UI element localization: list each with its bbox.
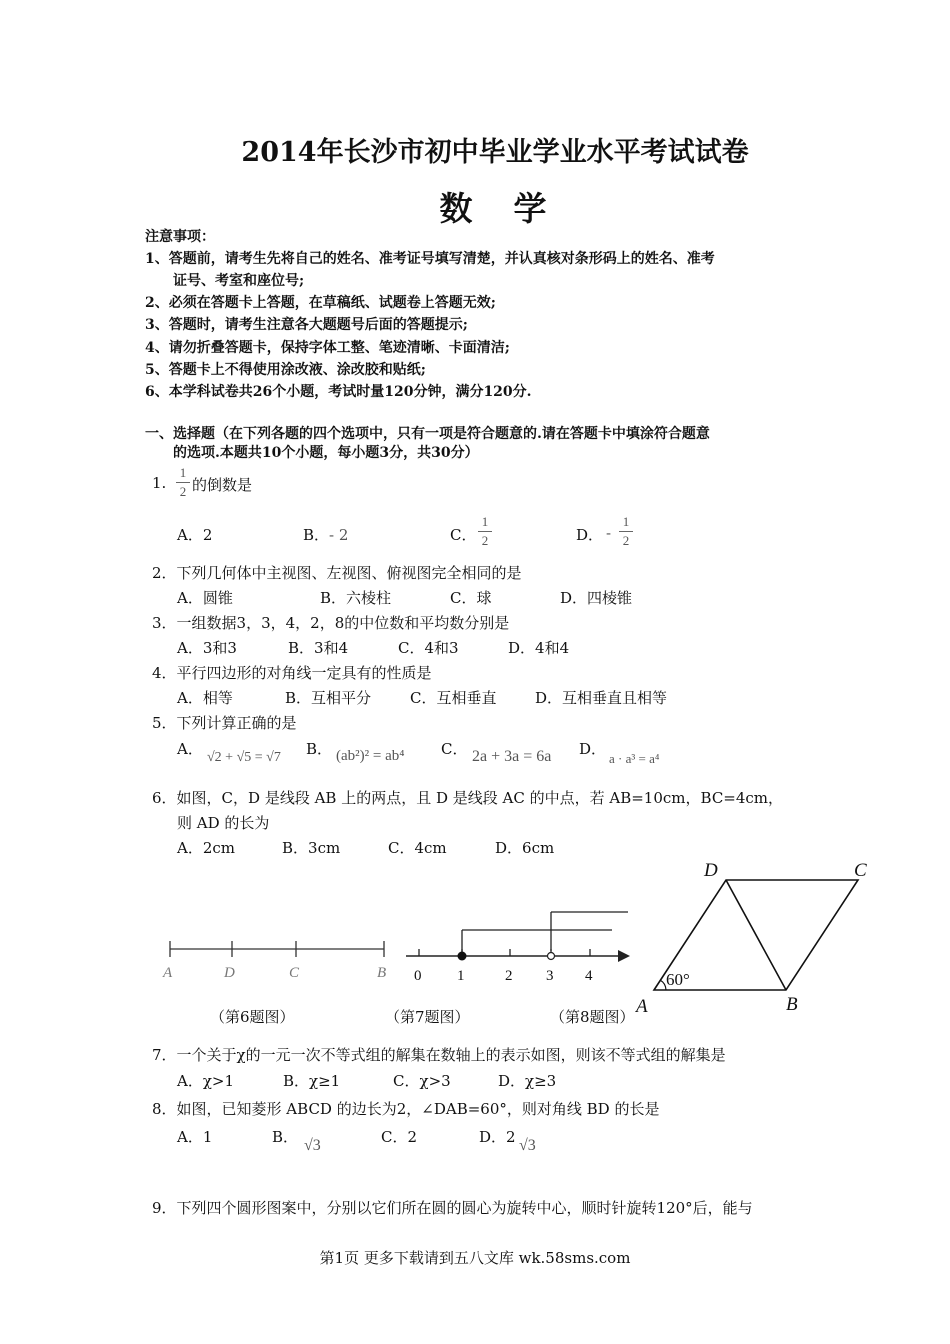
hollow-dot-3 — [548, 953, 555, 960]
q5-option-c: C． — [441, 740, 468, 758]
q4-option-c: C．互相垂直 — [410, 689, 497, 707]
label-b: B — [377, 965, 387, 981]
q6-option-c: C．4cm — [388, 839, 447, 857]
q3-option-b: B．3和4 — [288, 639, 349, 657]
section-heading: 一、选择题（在下列各题的四个选项中，只有一项是符合题意的.请在答题卡中填涂符合题意 — [145, 426, 710, 442]
q2-option-b: B．六棱柱 — [320, 589, 392, 607]
q8-option-b: B． — [272, 1128, 299, 1146]
notice-item: 2、必须在答题卡上答题，在草稿纸、试题卷上答题无效; — [145, 295, 496, 311]
q5-option-c-math: 2a + 3a = 6a — [472, 748, 552, 765]
q8-option-d: D．2 — [479, 1128, 516, 1146]
q7-stem: 7．一个关于χ的一元一次不等式组的解集在数轴上的表示如图，则该不等式组的解集是 — [152, 1046, 726, 1064]
q8-option-c: C．2 — [381, 1128, 418, 1146]
q3-option-a: A．3和3 — [177, 639, 237, 657]
q2-option-c: C．球 — [450, 589, 492, 607]
vertex-c: C — [854, 860, 867, 881]
q7-option-d: D．χ≥3 — [498, 1072, 557, 1090]
q3-option-c: C．4和3 — [398, 639, 459, 657]
q1-option-d-fraction: 1 2 — [619, 514, 633, 549]
q8-option-b-math: √3 — [304, 1137, 321, 1154]
notice-item: 4、请勿折叠答题卡，保持字体工整、笔迹清晰、卡面清洁; — [145, 340, 510, 356]
axis-arrow — [618, 950, 630, 962]
q6-stem-cont: 则 AD 的长为 — [177, 814, 270, 832]
notice-item: 6、本学科试卷共26个小题，考试时量120分钟，满分120分. — [145, 384, 532, 400]
notice-heading: 注意事项： — [145, 229, 215, 245]
fig8-caption: （第8题图） — [550, 1008, 635, 1026]
q6-stem: 6．如图，C，D 是线段 AB 上的两点，且 D 是线段 AC 的中点，若 AB=10cm，BC=4cm， — [152, 789, 784, 807]
page-title: 2014年长沙市初中毕业学业水平考试试卷 — [241, 137, 749, 168]
notice-item: 证号、考室和座位号; — [173, 273, 305, 289]
figure-8-rhombus — [632, 858, 882, 1018]
tick-label-0: 0 — [414, 968, 422, 984]
q2-option-a: A．圆锥 — [177, 589, 233, 607]
solid-dot-1 — [458, 952, 467, 961]
q1-number: 1. — [152, 474, 167, 492]
page-footer: 第1页 更多下载请到五八文库 wk.58sms.com — [319, 1249, 631, 1267]
q7-option-a: A．χ>1 — [177, 1072, 235, 1090]
q1-option-c-fraction: 1 2 — [478, 514, 492, 549]
q5-option-a: A． — [177, 740, 203, 758]
subject-title: 数 学 — [439, 189, 551, 228]
label-a: A — [163, 965, 173, 981]
q3-option-d: D．4和4 — [508, 639, 570, 657]
q9-stem: 9．下列四个圆形图案中，分别以它们所在圆的圆心为旋转中心，顺时针旋转120°后，能与 — [152, 1199, 753, 1217]
q1-fraction: 1 2 — [176, 465, 190, 500]
label-c: C — [289, 965, 300, 981]
q3-stem: 3．一组数据3，3，4，2，8的中位数和平均数分别是 — [152, 614, 510, 632]
figure-6-segment — [160, 935, 400, 985]
q5-stem: 5．下列计算正确的是 — [152, 714, 297, 732]
vertex-d: D — [704, 860, 718, 881]
q1-option-d: D． — [576, 526, 604, 544]
q8-option-a: A．1 — [177, 1128, 213, 1146]
q2-option-d: D．四棱锥 — [560, 589, 633, 607]
q4-option-a: A．相等 — [177, 689, 233, 707]
q5-option-d-math: a · a³ = a⁴ — [609, 751, 660, 766]
tick-label-1: 1 — [457, 968, 465, 984]
q1-option-a: A．2 — [177, 526, 213, 544]
q1-option-c: C． — [450, 526, 477, 544]
tick-label-2: 2 — [505, 968, 513, 984]
q1-option-b: B．- 2 — [303, 526, 349, 544]
label-d: D — [224, 965, 235, 981]
q1-option-d-sign: - — [606, 524, 612, 542]
notice-item: 3、答题时，请考生注意各大题题号后面的答题提示; — [145, 317, 468, 333]
fig7-caption: （第7题图） — [385, 1008, 470, 1026]
figure-7-number-line — [400, 905, 636, 985]
fig6-caption: （第6题图） — [210, 1008, 295, 1026]
q5-option-b-math: (ab²)² = ab⁴ — [336, 748, 405, 764]
q4-stem: 4．平行四边形的对角线一定具有的性质是 — [152, 664, 432, 682]
tick-label-4: 4 — [585, 968, 593, 984]
notice-item: 5、答题卡上不得使用涂改液、涂改胶和贴纸; — [145, 362, 426, 378]
tick-label-3: 3 — [546, 968, 554, 984]
q8-stem: 8．如图，已知菱形 ABCD 的边长为2，∠DAB=60°，则对角线 BD 的长是 — [152, 1100, 660, 1118]
q6-option-b: B．3cm — [282, 839, 341, 857]
vertex-a: A — [636, 996, 648, 1017]
q5-option-a-math: √2 + √5 = √7 — [207, 750, 281, 765]
notice-item: 1、答题前，请考生先将自己的姓名、准考证号填写清楚，并认真核对条形码上的姓名、准考 — [145, 251, 715, 267]
q7-option-c: C．χ>3 — [393, 1072, 451, 1090]
diagonal-bd — [726, 880, 786, 990]
q5-option-b: B． — [306, 740, 333, 758]
q8-option-d-math: √3 — [519, 1137, 536, 1154]
q4-option-d: D．互相垂直且相等 — [535, 689, 668, 707]
q4-option-b: B．互相平分 — [285, 689, 372, 707]
vertex-b: B — [786, 994, 798, 1015]
q6-option-a: A．2cm — [177, 839, 236, 857]
q7-option-b: B．χ≥1 — [283, 1072, 341, 1090]
q1-stem: 的倒数是 — [192, 476, 253, 494]
q6-option-d: D．6cm — [495, 839, 555, 857]
angle-label: 60° — [666, 970, 690, 989]
section-heading-cont: 的选项.本题共10个小题，每小题3分，共30分） — [173, 445, 479, 461]
q5-option-d: D． — [579, 740, 607, 758]
q2-stem: 2．下列几何体中主视图、左视图、俯视图完全相同的是 — [152, 564, 522, 582]
